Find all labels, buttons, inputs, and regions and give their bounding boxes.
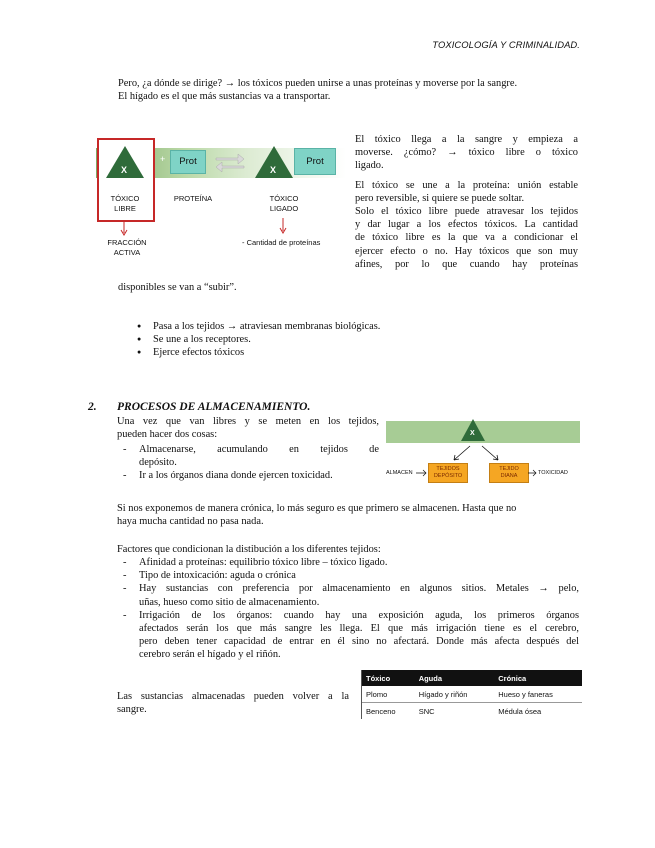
caption-fraccion-activa: FRACCIÓN ACTIVA <box>107 238 147 257</box>
toxic-table <box>361 670 582 719</box>
side-paragraph: El tóxico llega a la sangre y empieza a moverse. ¿cómo? → tóxico libre o tóxico ligado. El tóxico se une a la proteína: unión estable pero reversible, si quiere se puede soltar. Solo el tóxico libre puede atravesar los tejidos y dar lugar a los efectos tóxicos. La cantidad de tóxico libre es la que va a condicionar el ejercer efecto o no. Hay tóxicos que son muy afines, por lo que cuando hay proteínas <box>355 134 578 270</box>
triangle-1-label: X <box>121 165 128 175</box>
triangle-2-label: X <box>270 165 277 175</box>
list-item: ● Pasa a los tejidos → atraviesan membranas biológicas. <box>137 320 537 333</box>
table-row <box>362 686 582 703</box>
table-cell: Hígado y riñón <box>415 686 495 703</box>
box-tejido-diana: TEJIDO DIANA <box>489 463 529 483</box>
list-item: - Ir a los órganos diana donde ejercen toxicidad. <box>117 469 379 482</box>
intro-paragraph <box>118 77 578 103</box>
plus-sign: + <box>160 154 166 164</box>
box-tejidos-deposito: TEJIDOS DEPÓSITO <box>428 463 468 483</box>
bullet-list <box>137 320 537 360</box>
arrow-icon-2 <box>528 469 538 477</box>
equilibrium-arrows-icon <box>214 150 246 174</box>
list-item: ● Se une a los receptores. <box>137 333 537 346</box>
section-title: PROCESOS DE ALMACENAMIENTO. <box>117 401 311 413</box>
binding-diagram <box>96 136 346 266</box>
protein-box-2: Prot <box>294 148 336 175</box>
table-row <box>362 703 582 720</box>
column-header: Aguda <box>415 670 495 686</box>
intro-line-1: Pero, ¿a dónde se dirige? → los tóxicos pueden unirse a unas proteínas y moverse por la sangre. <box>118 78 518 89</box>
list-item: - Irrigación de los órganos: cuando hay una exposición aguda, los primeros órganos afectados serán los que más sangre les llega. El que más irrigación tiene es el cerebro, pero deben tener capacidad de entrar en él sino no afectará. Donde más afecta después del cerebro serán el hígado y el riñón. <box>117 609 579 662</box>
chronic-paragraph: Si nos exponemos de manera crónica, lo más seguro es que primero se almacenen. Hasta que no haya mucha cantidad no pasa nada. <box>117 503 517 528</box>
toxic-triangle-2 <box>255 146 293 178</box>
list-item: - Tipo de intoxicación: aguda o crónica <box>117 569 579 582</box>
label-almacen: ALMACEN <box>386 470 413 476</box>
column-header: Tóxico <box>362 670 415 686</box>
arrow-icon <box>416 469 428 477</box>
section2-paragraph: Una vez que van libres y se meten en los tejidos, pueden hacer dos cosas: <box>117 416 379 441</box>
list-item: ● Ejerce efectos tóxicos <box>137 346 537 359</box>
list-item: - Almacenarse, acumulando en tejidos de depósito. <box>117 443 379 469</box>
storage-options-list <box>117 443 379 483</box>
table-cell: Hueso y faneras <box>494 686 582 703</box>
down-arrow-icon-2 <box>279 218 287 234</box>
table-cell: Benceno <box>366 706 396 716</box>
list-item: - Hay sustancias con preferencia por almacenamiento en algunos sitios. Metales → pelo, uñas, hueso como sitio de almacenamiento. <box>117 582 579 608</box>
caption-toxico-ligado: TÓXICO LIGADO <box>269 194 299 213</box>
caption-cantidad-proteinas: - Cantidad de proteínas <box>242 238 321 247</box>
intro-line-2: El hígado es el que más sustancias va a transportar. <box>118 91 331 103</box>
return-paragraph: Las sustancias almacenadas pueden volver a la sangre. <box>117 691 349 716</box>
side-paragraph-end: disponibles se van a “subir”. <box>118 282 237 293</box>
factors-list <box>117 556 579 662</box>
table-cell: SNC <box>418 706 435 716</box>
section-number: 2. <box>88 401 97 413</box>
page-header: TOXICOLOGÍA Y CRIMINALIDAD. <box>432 39 580 50</box>
table-cell: Plomo <box>362 686 415 703</box>
toxic-triangle-3 <box>461 419 485 441</box>
down-arrow-icon <box>120 220 128 236</box>
toxic-triangle-1 <box>106 146 144 178</box>
caption-proteina: PROTEÍNA <box>173 194 213 203</box>
split-arrows-icon <box>446 445 506 463</box>
list-item: - Afinidad a proteínas: equilibrio tóxico libre – tóxico ligado. <box>117 556 579 569</box>
caption-toxico-libre: TÓXICO LIBRE <box>110 194 140 213</box>
table-cell: Médula ósea <box>498 706 542 716</box>
protein-box-1: Prot <box>170 150 206 174</box>
label-toxicidad: TOXICIDAD <box>538 470 568 476</box>
storage-diagram <box>386 417 580 489</box>
triangle-3-label: X <box>470 430 475 437</box>
column-header: Crónica <box>494 670 582 686</box>
table-header-row <box>362 670 582 686</box>
factors-title: Factores que condicionan la distibución a los diferentes tejidos: <box>117 544 381 555</box>
